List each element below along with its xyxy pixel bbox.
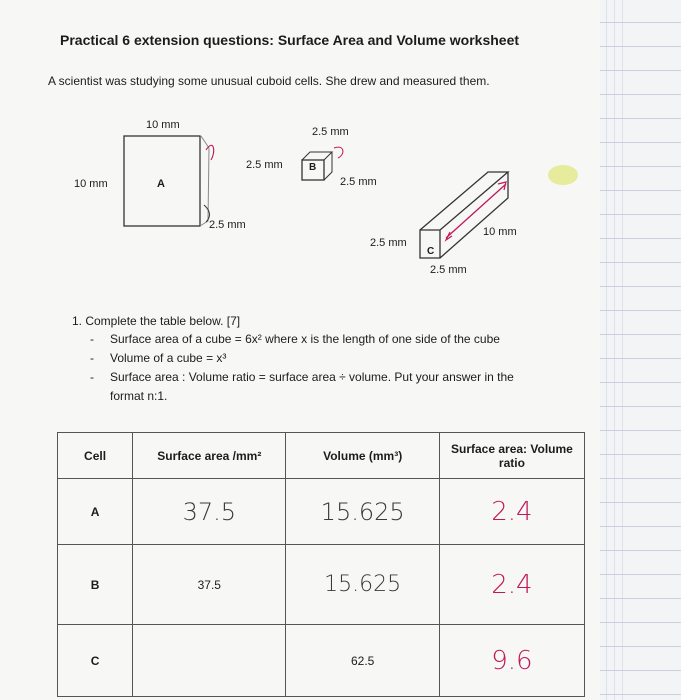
header-volume: Volume (mm³)	[286, 433, 439, 479]
table-header-row	[58, 433, 585, 479]
row-cell-label: B	[58, 545, 133, 625]
intro-text: A scientist was studying some unusual cuboid cells. She drew and measured them.	[48, 74, 490, 88]
row-ratio[interactable]: 9.6	[439, 625, 584, 697]
row-surface-area[interactable]	[133, 625, 286, 697]
row-surface-area[interactable]: 37.5	[133, 545, 286, 625]
row-cell-label: A	[58, 479, 133, 545]
cell-c-left-dimension: 2.5 mm	[370, 237, 407, 249]
row-volume[interactable]: 15.625	[286, 479, 439, 545]
bullet-ratio: Surface area : Volume ratio = surface area ÷ volume. Put your answer in the format n:1.	[110, 370, 514, 403]
row-ratio[interactable]: 2.4	[439, 479, 584, 545]
table-row	[58, 625, 585, 697]
cell-c-bottom-dimension: 2.5 mm	[430, 264, 467, 276]
cell-a-depth-dimension: 2.5 mm	[209, 219, 246, 231]
page-title: Practical 6 extension questions: Surface Area and Volume worksheet	[60, 32, 520, 48]
cell-b-right-dimension: 2.5 mm	[340, 176, 377, 188]
cell-c-length-dimension: 10 mm	[483, 226, 517, 238]
row-surface-area[interactable]: 37.5	[133, 479, 286, 545]
notebook-side	[600, 0, 681, 700]
bullet-volume: Volume of a cube = x³	[110, 351, 227, 365]
question-heading: 1. Complete the table below. [7]	[72, 314, 241, 328]
header-ratio: Surface area: Volume ratio	[439, 433, 584, 479]
row-volume[interactable]: 62.5	[286, 625, 439, 697]
cell-a-top-dimension: 10 mm	[146, 119, 180, 131]
table-row	[58, 479, 585, 545]
row-ratio[interactable]: 2.4	[439, 545, 584, 625]
row-cell-label: C	[58, 625, 133, 697]
cell-a-left-dimension: 10 mm	[74, 178, 108, 190]
cell-b-left-dimension: 2.5 mm	[246, 159, 283, 171]
cell-b-top-dimension: 2.5 mm	[312, 126, 349, 138]
row-volume[interactable]: 15.625	[286, 545, 439, 625]
bullet-surface-area: Surface area of a cube = 6x² where x is the length of one side of the cube	[110, 332, 500, 346]
cells-diagram	[0, 0, 600, 300]
header-surface-area: Surface area /mm²	[133, 433, 286, 479]
cell-a-label: A	[157, 178, 165, 190]
header-cell: Cell	[58, 433, 133, 479]
cell-b-label: B	[309, 162, 317, 173]
table-row	[58, 545, 585, 625]
cell-c-label: C	[427, 246, 435, 257]
results-table	[57, 432, 585, 697]
